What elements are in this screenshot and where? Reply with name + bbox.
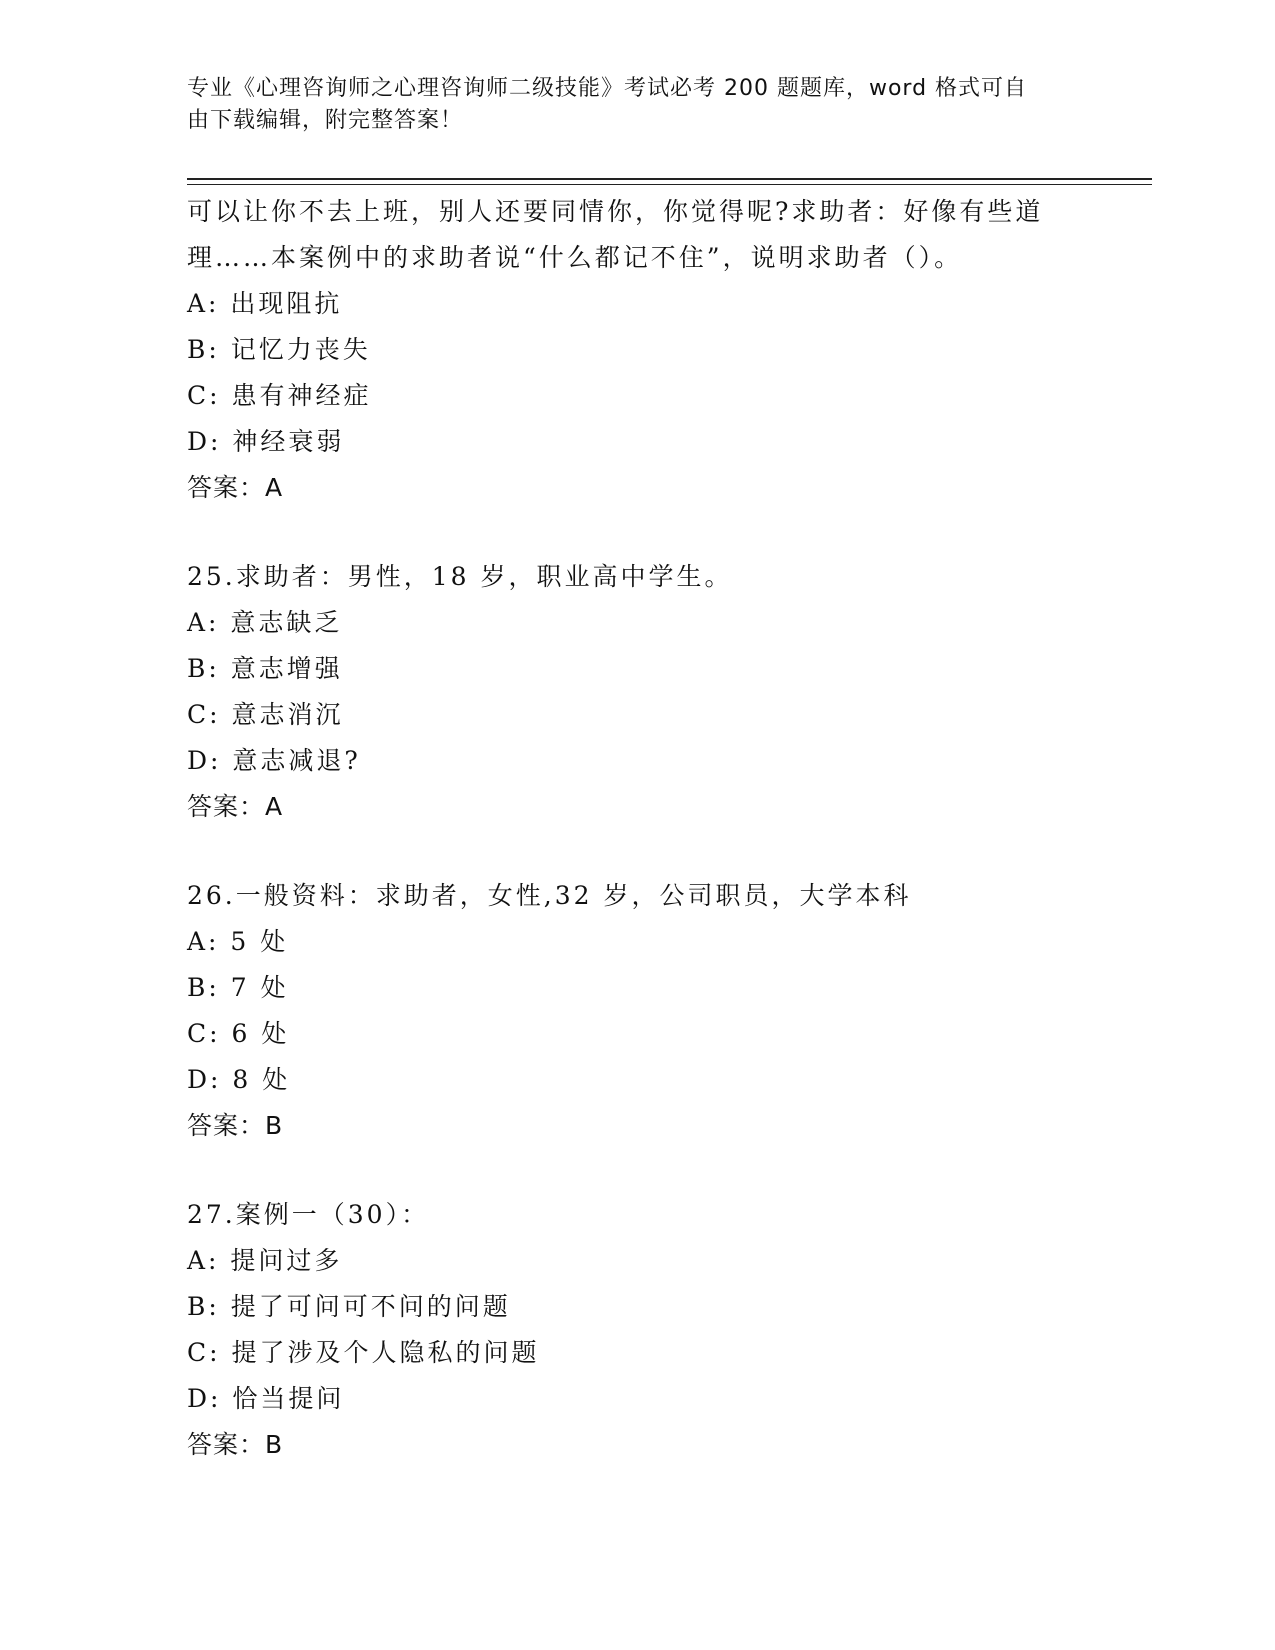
stem-line-2: 理……本案例中的求助者说“什么都记不住”，说明求助者（）。 [187,243,963,272]
option-d: D: 意志减退? [187,746,361,775]
question-continued [187,189,1067,511]
option-d: D: 神经衰弱 [187,427,345,456]
option-c: C: 患有神经症 [187,381,372,410]
option-d: D: 恰当提问 [187,1384,345,1413]
stem-line-1: 可以让你不去上班，别人还要同情你，你觉得呢?求助者：好像有些道 [187,197,1044,226]
document-header [187,73,1067,137]
option-b: B: 意志增强 [187,654,343,683]
question-25 [187,554,1067,830]
option-a: A: 提问过多 [187,1246,343,1275]
question-26 [187,873,1067,1149]
header-line-2: 由下载编辑，附完整答案！ [187,108,464,133]
question-stem: 27.案例一（30）： [187,1200,430,1229]
answer-line: 答案：A [187,473,284,502]
option-c: C: 提了涉及个人隐私的问题 [187,1338,540,1367]
document-body [187,189,1067,1468]
option-d: D: 8 处 [187,1065,291,1094]
option-c: C: 意志消沉 [187,700,344,729]
option-a: A: 出现阻抗 [187,289,343,318]
option-c: C: 6 处 [187,1019,290,1048]
answer-line: 答案：A [187,792,284,821]
answer-line: 答案：B [187,1111,284,1140]
question-stem: 25.求助者：男性，18 岁，职业高中学生。 [187,562,733,591]
answer-line: 答案：B [187,1430,284,1459]
option-a: A: 意志缺乏 [187,608,343,637]
header-divider-thick [187,178,1152,180]
option-b: B: 提了可问可不问的问题 [187,1292,511,1321]
question-stem-continued [187,189,1067,281]
option-a: A: 5 处 [187,927,289,956]
question-27 [187,1192,1067,1468]
header-line-1: 专业《心理咨询师之心理咨询师二级技能》考试必考 200 题题库，word 格式可自 [187,76,1028,101]
question-stem: 26.一般资料：求助者，女性,32 岁，公司职员，大学本科 [187,881,912,910]
option-b: B: 7 处 [187,973,289,1002]
header-divider-thin [187,184,1152,185]
option-b: B: 记忆力丧失 [187,335,371,364]
